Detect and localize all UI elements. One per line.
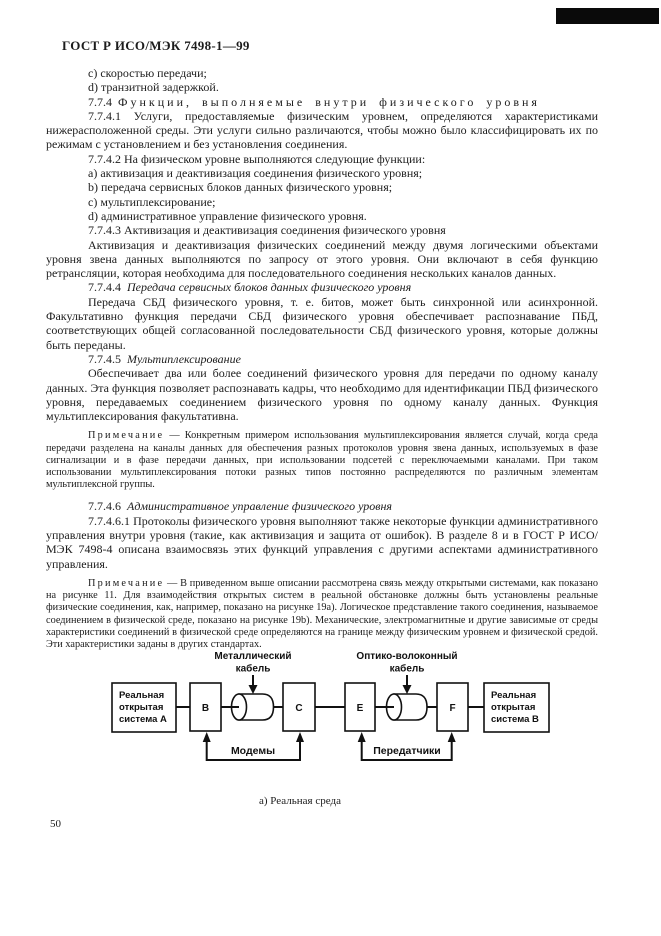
paragraph-7746: 7.7.4.6.1 Протоколы физического уровня выполняют также некоторые функции административного управления внутри уровня (такие, как активизация и защита от ошибок). В разделе 8 и в ГОСТ Р ИСО/МЭК 7498-4 описана взаимосвязь этих функций управления с другими аспектами административного управления. — [46, 513, 598, 571]
svg-text:F: F — [449, 703, 456, 714]
list-item: a) активизация и деактивизация соединения физического уровня; — [88, 166, 423, 181]
svg-text:открытая: открытая — [491, 702, 536, 713]
svg-text:кабель: кабель — [235, 663, 271, 675]
node-c-box — [283, 683, 315, 731]
optical-cable-cylinder — [375, 694, 427, 720]
svg-text:система В: система В — [491, 714, 539, 725]
svg-text:открытая: открытая — [119, 702, 164, 713]
list-item: c) мультиплексирование; — [88, 194, 216, 209]
list-item: d) транзитной задержкой. — [88, 80, 219, 95]
modems-bracket — [203, 732, 304, 760]
paragraph-7745: Обеспечивает два или более соединений физического уровня для передачи по одному каналу данных. Эта функция позволяет распознавать кадры, что необходимо для идентификации ПБД физического уровня, передаваемых соединением физического уровня по одному каналу данных. Функция мультиплексирования факультативна. — [46, 366, 598, 424]
node-f-box — [437, 683, 468, 731]
node-e-box — [345, 683, 375, 731]
svg-text:B: B — [201, 703, 210, 714]
metallic-cable-cylinder — [221, 694, 274, 720]
node-b-box — [190, 683, 221, 731]
svg-text:C: C — [295, 703, 303, 714]
note-multiplexing: Примечание — Конкретным примером использования мультиплексирования является случай, когда среда передачи разделена на каналы данных для обеспечения разных протоколов уровня звена данных, используемых в фазе сигнализации и в фазе передачи данных, при использовании подсетей с переключаемыми каналами. При таком использовании мультиплексирования потоки разных типов постоянно распределяются по различным элементам мультиплексной группы. — [46, 430, 598, 491]
list-item: d) административное управление физического уровня. — [88, 208, 367, 223]
section-heading-7743: 7.7.4.3 Активизация и деактивизация соединения физического уровня — [88, 223, 446, 238]
section-heading-7745: 7.7.4.5 Мультиплексирование — [88, 351, 241, 366]
down-arrow-icon — [249, 675, 258, 694]
down-arrow-icon — [403, 675, 412, 694]
paragraph-7743: Активизация и деактивизация физических соединений между двумя логическими объектами уровня звена данных выполняются по запросу от этого уровня. Они включают в себя функцию ретрансляции, которая необходима для последовательного соединения нескольких каналов данных. — [46, 237, 598, 281]
svg-text:Реальная: Реальная — [119, 690, 165, 701]
svg-text:Реальная: Реальная — [491, 690, 537, 701]
section-heading-7744: 7.7.4.4 Передача сервисных блоков данных физического уровня — [88, 280, 412, 295]
svg-text:кабель: кабель — [389, 663, 425, 675]
metallic-cable-label — [214, 651, 291, 675]
paragraph-7741: 7.7.4.1 Услуги, предоставляемые физическим уровнем, определяются характеристиками нижерасположенной среды. Эти услуги сильно различаются, чтобы можно было классифицировать их по режимам с установлением и без установления соединения. — [46, 108, 598, 152]
svg-text:Модемы: Модемы — [230, 745, 276, 757]
real-environment-diagram — [100, 645, 570, 785]
system-b-box — [484, 683, 549, 732]
section-heading-774: 7.7.4 Функции, выполняемые внутри физического уровня — [88, 94, 540, 109]
svg-text:Металлический: Металлический — [214, 651, 292, 662]
svg-text:E: E — [356, 703, 364, 714]
paragraph-7744: Передача СБД физического уровня, т. е. битов, может быть синхронной или асинхронной. Факультативно функция передачи СБД физического уровня обеспечивает распознавание ПБД, соответствующих общей согласованной последовательности СБД физического уровня, которые должны быть переданы. — [46, 294, 598, 352]
figure-caption: а) Реальная среда — [259, 795, 341, 807]
scan-artifact-bar — [556, 8, 659, 24]
note-real-systems: Примечание — В приведенном выше описании рассмотрена связь между открытыми системами, как показано на рисунке 11. Для взаимодействия открытых систем в реальной обстановке должны быть установлены реальные физические соединения, как, например, показано на рисунке 19а). Логическое представление такого соединения, называемое соединением в физической среде, показано на рисунке 19b). Механические, электромагнитные и другие зависимые от среды характеристики соединений в физической среде определяются на границе между физическим уровнем и физической средой. Эти характеристики заданы в других стандартах. — [46, 577, 598, 650]
transmitters-bracket — [358, 732, 456, 760]
document-header: ГОСТ Р ИСО/МЭК 7498-1—99 — [62, 38, 250, 53]
list-item: c) скоростью передачи; — [88, 66, 207, 80]
page-number: 50 — [50, 818, 61, 830]
svg-text:система А: система А — [119, 714, 167, 725]
list-item: b) передача сервисных блоков данных физического уровня; — [88, 180, 393, 195]
svg-text:Оптико-волоконный: Оптико-волоконный — [356, 651, 458, 662]
body-text-column — [46, 66, 598, 659]
svg-text:Передатчики: Передатчики — [373, 745, 441, 757]
optical-cable-label — [356, 651, 457, 675]
section-heading-7742: 7.7.4.2 На физическом уровне выполняются следующие функции: — [88, 151, 426, 166]
section-heading-7746: 7.7.4.6 Административное управление физического уровня — [88, 499, 392, 514]
system-a-box — [112, 683, 176, 732]
